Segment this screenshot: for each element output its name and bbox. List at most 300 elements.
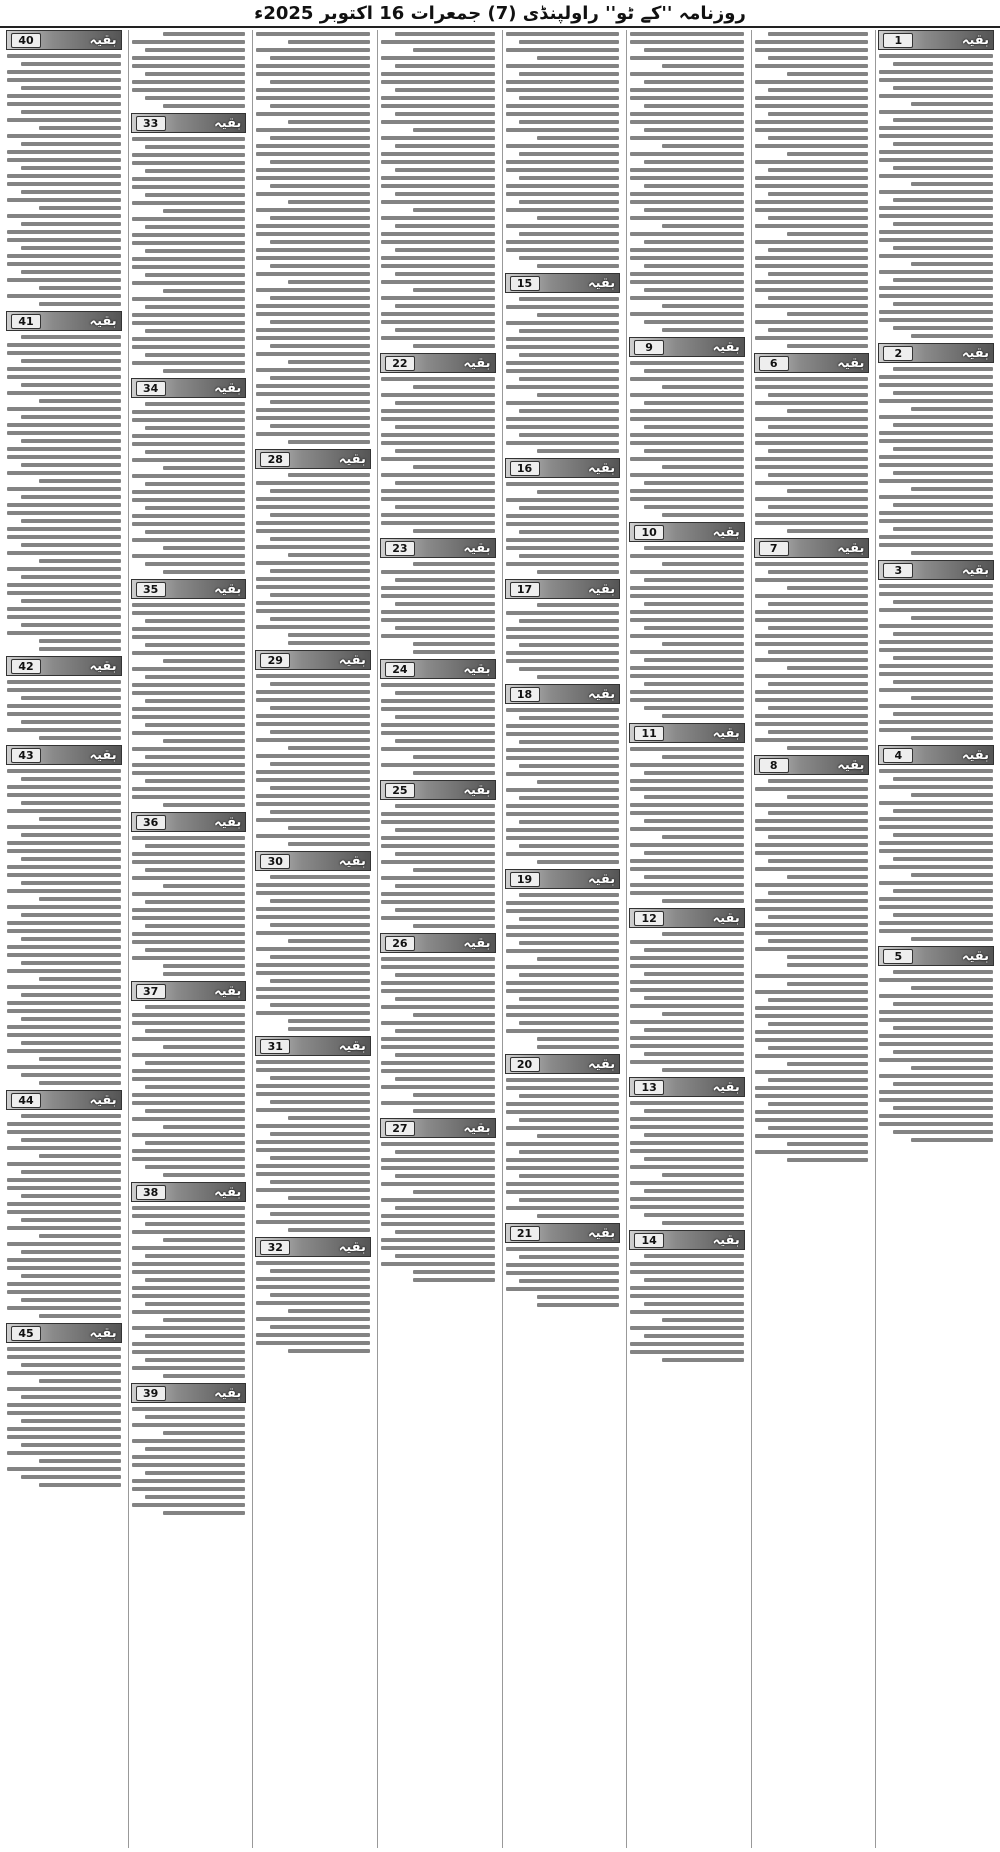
continuation-banner (131, 812, 247, 832)
text-line (893, 118, 993, 122)
continuation-banner (131, 378, 247, 398)
text-line (132, 1021, 246, 1025)
text-line (7, 1242, 121, 1246)
text-line (755, 288, 869, 292)
text-line (145, 723, 245, 727)
text-line (7, 953, 121, 957)
text-line (7, 1347, 121, 1351)
text-line (879, 286, 993, 290)
text-line (506, 748, 620, 752)
text-line (381, 176, 495, 180)
text-line (662, 642, 744, 646)
continuation-word: بقیہ (463, 355, 491, 371)
text-line (630, 296, 744, 300)
text-line (644, 875, 744, 879)
text-line (755, 256, 869, 260)
text-line (755, 923, 869, 927)
story-text-lines (255, 1259, 371, 1355)
text-line (755, 1070, 869, 1074)
text-line (39, 1154, 121, 1158)
text-line (755, 385, 869, 389)
text-line (768, 1046, 868, 1050)
text-line (145, 506, 245, 510)
text-line (395, 691, 495, 695)
text-line (256, 1148, 370, 1152)
text-line (506, 144, 620, 148)
text-line (288, 746, 370, 750)
text-line (145, 353, 245, 357)
text-line (630, 1286, 744, 1290)
text-line (132, 1117, 246, 1121)
continuation-word: بقیہ (214, 581, 242, 597)
continuation-story (131, 378, 247, 576)
text-line (145, 562, 245, 566)
continuation-number: 43 (11, 748, 41, 763)
text-line (381, 965, 495, 969)
story-text-lines (6, 1345, 122, 1489)
text-line (768, 682, 868, 686)
continuation-story (255, 851, 371, 1033)
text-line (519, 506, 619, 510)
text-line (662, 1068, 744, 1072)
text-line (395, 1053, 495, 1057)
text-line (506, 732, 620, 736)
text-line (21, 881, 121, 885)
text-line (911, 616, 993, 620)
text-line (630, 554, 744, 558)
text-line (132, 442, 246, 446)
text-line (132, 852, 246, 856)
text-line (395, 144, 495, 148)
text-line (132, 177, 246, 181)
text-line (911, 182, 993, 186)
text-line (270, 80, 370, 84)
text-line (519, 433, 619, 437)
text-line (630, 1270, 744, 1274)
text-line (381, 820, 495, 824)
text-line (256, 288, 370, 292)
text-line (288, 1349, 370, 1353)
text-line (381, 409, 495, 413)
text-line (519, 716, 619, 720)
text-line (270, 1293, 370, 1297)
story-text-lines (380, 560, 496, 656)
text-line (662, 304, 744, 308)
text-line (755, 1054, 869, 1058)
text-line (21, 383, 121, 387)
continuation-word: بقیہ (712, 1232, 740, 1248)
text-line (506, 112, 620, 116)
text-line (879, 495, 993, 499)
continuation-word: بقیہ (463, 782, 491, 798)
continuation-number: 35 (136, 582, 166, 597)
text-line (755, 1110, 869, 1114)
text-line (132, 80, 246, 84)
text-line (270, 1003, 370, 1007)
text-line (755, 40, 869, 44)
text-line (381, 1005, 495, 1009)
text-line (506, 1013, 620, 1017)
continuation-number: 26 (385, 936, 415, 951)
continuation-story (380, 933, 496, 1115)
continuation-banner (629, 1077, 745, 1097)
text-line (256, 931, 370, 935)
text-line (519, 1255, 619, 1259)
text-line (630, 1326, 744, 1330)
text-line (132, 787, 246, 791)
continuation-story (380, 538, 496, 656)
text-line (644, 505, 744, 509)
text-line (755, 819, 869, 823)
text-line (506, 1005, 620, 1009)
text-line (7, 1355, 121, 1359)
text-line (630, 312, 744, 316)
text-line (630, 843, 744, 847)
text-line (381, 417, 495, 421)
continuation-banner (505, 1054, 621, 1074)
text-line (7, 1186, 121, 1190)
continuation-word: بقیہ (837, 355, 865, 371)
text-line (132, 434, 246, 438)
text-line (879, 688, 993, 692)
text-line (395, 224, 495, 228)
text-line (644, 128, 744, 132)
text-line (7, 70, 121, 74)
text-line (7, 728, 121, 732)
continuation-number: 7 (759, 541, 789, 556)
text-line (381, 80, 495, 84)
text-line (911, 986, 993, 990)
text-line (630, 674, 744, 678)
text-line (787, 232, 869, 236)
text-line (519, 844, 619, 848)
continuation-banner (629, 723, 745, 743)
text-line (879, 817, 993, 821)
continuation-number: 31 (260, 1039, 290, 1054)
continuation-banner (754, 755, 870, 775)
text-line (662, 1318, 744, 1322)
text-line (662, 328, 744, 332)
text-line (879, 463, 993, 467)
text-line (911, 262, 993, 266)
continuation-banner (505, 1223, 621, 1243)
text-line (145, 305, 245, 309)
text-line (145, 1141, 245, 1145)
text-line (39, 286, 121, 290)
continuation-story (131, 812, 247, 978)
text-line (630, 980, 744, 984)
text-line (644, 996, 744, 1000)
text-line (7, 471, 121, 475)
text-line (787, 982, 869, 986)
text-line (662, 714, 744, 718)
text-line (132, 860, 246, 864)
text-line (893, 166, 993, 170)
text-line (163, 739, 245, 743)
text-line (644, 1302, 744, 1306)
text-line (256, 802, 370, 806)
continuation-story (380, 659, 496, 777)
text-line (519, 96, 619, 100)
text-line (911, 1066, 993, 1070)
text-line (21, 519, 121, 523)
text-line (270, 786, 370, 790)
text-line (7, 262, 121, 266)
text-line (755, 521, 869, 525)
text-line (395, 715, 495, 719)
continuation-banner (505, 579, 621, 599)
continuation-number: 11 (634, 726, 664, 741)
story-text-lines (131, 601, 247, 809)
text-line (256, 384, 370, 388)
text-line (537, 570, 619, 574)
text-line (662, 755, 744, 759)
continuation-word: بقیہ (338, 1038, 366, 1054)
text-line (256, 88, 370, 92)
continuation-word: بقیہ (712, 910, 740, 926)
continuation-word: بقیہ (89, 1325, 117, 1341)
text-line (644, 1028, 744, 1032)
text-line (7, 1210, 121, 1214)
continuation-number: 3 (883, 563, 913, 578)
continuation-banner (505, 869, 621, 889)
continuation-number: 9 (634, 340, 664, 355)
text-line (519, 893, 619, 897)
text-line (395, 272, 495, 276)
text-line (256, 96, 370, 100)
text-line (7, 945, 121, 949)
text-line (132, 474, 246, 478)
text-line (132, 161, 246, 165)
text-line (132, 1310, 246, 1314)
text-line (145, 1447, 245, 1451)
text-line (21, 1218, 121, 1222)
continuation-story (255, 650, 371, 848)
text-line (39, 1459, 121, 1463)
continuation-story (131, 579, 247, 809)
text-line (270, 810, 370, 814)
text-line (630, 827, 744, 831)
text-line (630, 1060, 744, 1064)
text-line (768, 602, 868, 606)
text-line (163, 209, 245, 213)
continuation-word: بقیہ (712, 1079, 740, 1095)
text-line (21, 1170, 121, 1174)
text-line (256, 368, 370, 372)
text-line (537, 1214, 619, 1218)
text-line (132, 217, 246, 221)
continuation-number: 24 (385, 662, 415, 677)
text-line (256, 64, 370, 68)
text-line (630, 168, 744, 172)
text-line (662, 899, 744, 903)
text-line (413, 642, 495, 646)
text-line (270, 1100, 370, 1104)
continuation-banner (255, 851, 371, 871)
text-line (506, 611, 620, 615)
text-line (39, 1483, 121, 1487)
text-line (7, 102, 121, 106)
text-line (7, 150, 121, 154)
text-line (163, 964, 245, 968)
text-line (506, 1263, 620, 1267)
continuation-banner (380, 780, 496, 800)
text-line (381, 72, 495, 76)
continuation-number: 29 (260, 653, 290, 668)
text-line (256, 392, 370, 396)
continuation-word: بقیہ (712, 725, 740, 741)
text-line (256, 754, 370, 758)
text-line (381, 473, 495, 477)
text-line (768, 136, 868, 140)
text-line (395, 449, 495, 453)
text-line (256, 521, 370, 525)
story-text-lines (754, 560, 870, 752)
text-line (630, 956, 744, 960)
text-line (163, 884, 245, 888)
text-line (256, 352, 370, 356)
text-line (395, 1174, 495, 1178)
text-line (21, 1363, 121, 1367)
continuation-banner (6, 1090, 122, 1110)
text-line (132, 635, 246, 639)
text-line (395, 304, 495, 308)
continuation-number: 10 (634, 525, 664, 540)
story-text-lines (629, 359, 745, 519)
continuation-number: 38 (136, 1185, 166, 1200)
text-line (256, 1285, 370, 1289)
text-line (879, 511, 993, 515)
text-line (537, 136, 619, 140)
text-line (395, 739, 495, 743)
text-line (132, 313, 246, 317)
story-text-lines (878, 365, 994, 557)
text-line (270, 489, 370, 493)
text-line (7, 769, 121, 773)
text-line (537, 449, 619, 453)
text-line (630, 1117, 744, 1121)
text-line (7, 921, 121, 925)
text-line (270, 899, 370, 903)
text-line (893, 367, 993, 371)
text-line (893, 447, 993, 451)
continuation-story (505, 30, 621, 270)
text-line (879, 70, 993, 74)
continuation-word: بقیہ (587, 581, 616, 597)
text-line (21, 833, 121, 837)
text-line (662, 465, 744, 469)
text-line (630, 1294, 744, 1298)
text-line (630, 1036, 744, 1040)
text-line (755, 176, 869, 180)
text-line (7, 1065, 121, 1069)
text-line (381, 1166, 495, 1170)
text-line (256, 1188, 370, 1192)
continuation-banner (6, 30, 122, 50)
text-line (755, 931, 869, 935)
text-line (256, 152, 370, 156)
text-line (879, 78, 993, 82)
continuation-number: 1 (883, 33, 913, 48)
text-line (145, 619, 245, 623)
text-line (132, 1294, 246, 1298)
text-line (21, 937, 121, 941)
text-line (288, 1228, 370, 1232)
text-line (270, 424, 370, 428)
text-line (7, 567, 121, 571)
text-line (506, 240, 620, 244)
text-line (768, 248, 868, 252)
text-line (7, 351, 121, 355)
text-line (395, 973, 495, 977)
text-line (132, 731, 246, 735)
text-line (7, 1306, 121, 1310)
text-line (39, 1057, 121, 1061)
story-text-lines (754, 777, 870, 969)
text-line (755, 280, 869, 284)
text-line (755, 974, 869, 978)
story-text-lines (255, 1058, 371, 1234)
text-line (256, 1140, 370, 1144)
continuation-word: بقیہ (338, 451, 366, 467)
text-line (519, 152, 619, 156)
text-line (755, 610, 869, 614)
text-line (787, 152, 869, 156)
text-line (644, 80, 744, 84)
text-line (7, 278, 121, 282)
text-line (413, 771, 495, 775)
continuation-story (629, 908, 745, 1074)
text-line (132, 1077, 246, 1081)
page-masthead: روزنامہ ''کے ٹو'' راولپنڈی (7) جمعرات 16 اکتوبر 2025ء (0, 0, 1000, 28)
text-line (7, 1387, 121, 1391)
text-line (879, 150, 993, 154)
text-line (132, 241, 246, 245)
text-line (395, 1230, 495, 1234)
text-line (662, 385, 744, 389)
story-text-lines (255, 873, 371, 1033)
text-line (256, 714, 370, 718)
text-line (145, 1415, 245, 1419)
text-line (630, 1205, 744, 1209)
text-line (787, 746, 869, 750)
text-line (630, 1125, 744, 1129)
text-line (39, 206, 121, 210)
story-text-lines (878, 52, 994, 340)
text-line (145, 1061, 245, 1065)
text-line (879, 383, 993, 387)
text-line (755, 634, 869, 638)
text-line (630, 1165, 744, 1169)
continuation-banner (629, 908, 745, 928)
continuation-story (505, 1223, 621, 1309)
text-line (506, 208, 620, 212)
text-line (755, 208, 869, 212)
text-line (21, 1017, 121, 1021)
text-line (381, 860, 495, 864)
text-line (413, 344, 495, 348)
text-line (755, 264, 869, 268)
text-line (132, 1366, 246, 1370)
text-line (644, 1052, 744, 1056)
text-line (755, 184, 869, 188)
text-line (381, 957, 495, 961)
text-line (768, 835, 868, 839)
continuation-word: بقیہ (712, 339, 740, 355)
text-line (381, 1085, 495, 1089)
text-line (755, 578, 869, 582)
text-line (893, 391, 993, 395)
